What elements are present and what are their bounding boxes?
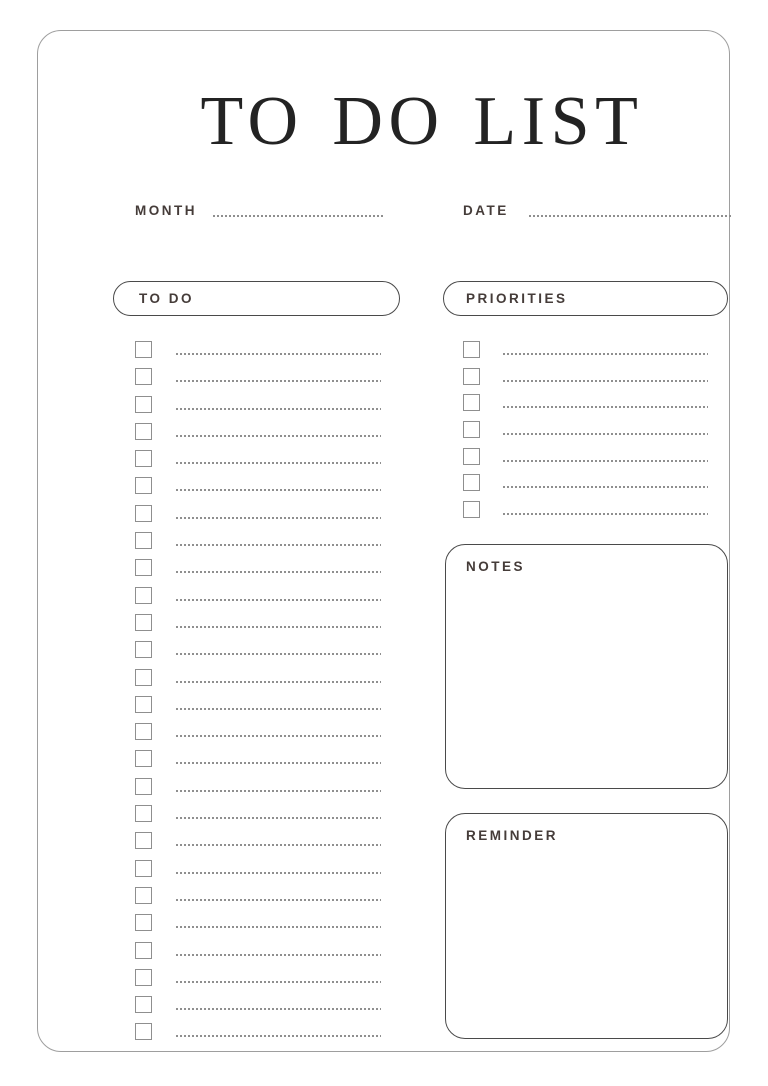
reminder-label: REMINDER <box>466 828 559 843</box>
todo-checkbox[interactable] <box>135 341 152 358</box>
todo-write-line[interactable] <box>176 1035 381 1037</box>
todo-write-line[interactable] <box>176 981 381 983</box>
todo-write-line[interactable] <box>176 571 381 573</box>
month-field <box>135 203 383 218</box>
todo-item-row <box>135 532 381 549</box>
todo-write-line[interactable] <box>176 653 381 655</box>
todo-write-line[interactable] <box>176 462 381 464</box>
priorities-list <box>463 341 708 518</box>
priority-write-line[interactable] <box>503 460 708 462</box>
todo-checkbox[interactable] <box>135 423 152 440</box>
todo-item-row <box>135 914 381 931</box>
todo-write-line[interactable] <box>176 926 381 928</box>
priorities-section-header <box>443 281 728 316</box>
todo-checkbox[interactable] <box>135 559 152 576</box>
todo-checkbox[interactable] <box>135 368 152 385</box>
todo-checkbox[interactable] <box>135 450 152 467</box>
todo-write-line[interactable] <box>176 599 381 601</box>
priority-item-row <box>463 394 708 411</box>
priority-write-line[interactable] <box>503 486 708 488</box>
todo-item-row <box>135 969 381 986</box>
priority-checkbox[interactable] <box>463 368 480 385</box>
todo-write-line[interactable] <box>176 681 381 683</box>
date-label: DATE <box>463 203 509 218</box>
notes-label: NOTES <box>466 559 526 574</box>
todo-write-line[interactable] <box>176 899 381 901</box>
todo-checkbox[interactable] <box>135 750 152 767</box>
todo-checkbox[interactable] <box>135 860 152 877</box>
todo-item-row <box>135 641 381 658</box>
priority-checkbox[interactable] <box>463 421 480 438</box>
priority-write-line[interactable] <box>503 380 708 382</box>
todo-write-line[interactable] <box>176 1008 381 1010</box>
todo-item-row <box>135 450 381 467</box>
reminder-box[interactable] <box>445 813 728 1039</box>
todo-item-row <box>135 832 381 849</box>
todo-checkbox[interactable] <box>135 669 152 686</box>
todo-item-row <box>135 723 381 740</box>
todo-item-row <box>135 778 381 795</box>
priority-checkbox[interactable] <box>463 474 480 491</box>
priority-checkbox[interactable] <box>463 394 480 411</box>
todo-item-row <box>135 396 381 413</box>
todo-checkbox[interactable] <box>135 887 152 904</box>
priority-write-line[interactable] <box>503 433 708 435</box>
todo-write-line[interactable] <box>176 353 381 355</box>
priority-write-line[interactable] <box>503 406 708 408</box>
page-title: TO DO LIST <box>200 83 644 160</box>
todo-checkbox[interactable] <box>135 505 152 522</box>
todo-checkbox[interactable] <box>135 942 152 959</box>
todo-item-row <box>135 423 381 440</box>
todo-checkbox[interactable] <box>135 1023 152 1040</box>
todo-item-row <box>135 1023 381 1040</box>
todo-write-line[interactable] <box>176 872 381 874</box>
todo-write-line[interactable] <box>176 790 381 792</box>
todo-checkbox[interactable] <box>135 778 152 795</box>
todo-write-line[interactable] <box>176 817 381 819</box>
todo-write-line[interactable] <box>176 408 381 410</box>
todo-item-row <box>135 750 381 767</box>
todo-checkbox[interactable] <box>135 996 152 1013</box>
todo-write-line[interactable] <box>176 708 381 710</box>
priorities-section-label: PRIORITIES <box>466 290 568 306</box>
priority-item-row <box>463 501 708 518</box>
todo-write-line[interactable] <box>176 544 381 546</box>
todo-item-row <box>135 505 381 522</box>
todo-checkbox[interactable] <box>135 641 152 658</box>
priority-checkbox[interactable] <box>463 501 480 518</box>
todo-item-row <box>135 805 381 822</box>
todo-checkbox[interactable] <box>135 696 152 713</box>
notes-box[interactable] <box>445 544 728 789</box>
month-label: MONTH <box>135 203 197 218</box>
todo-write-line[interactable] <box>176 626 381 628</box>
todo-section-label: TO DO <box>139 290 195 306</box>
todo-checkbox[interactable] <box>135 587 152 604</box>
todo-item-row <box>135 887 381 904</box>
todo-checkbox[interactable] <box>135 532 152 549</box>
todo-item-row <box>135 559 381 576</box>
todo-write-line[interactable] <box>176 762 381 764</box>
priority-item-row <box>463 421 708 438</box>
date-fill-line[interactable] <box>529 215 731 217</box>
todo-item-row <box>135 477 381 494</box>
todo-checkbox[interactable] <box>135 969 152 986</box>
todo-item-row <box>135 587 381 604</box>
planner-card <box>37 30 730 1052</box>
todo-checkbox[interactable] <box>135 805 152 822</box>
month-fill-line[interactable] <box>213 215 383 217</box>
todo-item-row <box>135 669 381 686</box>
todo-item-row <box>135 368 381 385</box>
todo-list <box>135 341 381 1040</box>
priority-write-line[interactable] <box>503 513 708 515</box>
priority-item-row <box>463 474 708 491</box>
priority-checkbox[interactable] <box>463 341 480 358</box>
todo-item-row <box>135 696 381 713</box>
todo-checkbox[interactable] <box>135 614 152 631</box>
todo-write-line[interactable] <box>176 435 381 437</box>
todo-write-line[interactable] <box>176 954 381 956</box>
todo-write-line[interactable] <box>176 380 381 382</box>
todo-item-row <box>135 942 381 959</box>
todo-item-row <box>135 614 381 631</box>
priority-checkbox[interactable] <box>463 448 480 465</box>
todo-section-header <box>113 281 400 316</box>
todo-write-line[interactable] <box>176 735 381 737</box>
todo-checkbox[interactable] <box>135 832 152 849</box>
priority-item-row <box>463 448 708 465</box>
todo-write-line[interactable] <box>176 489 381 491</box>
todo-checkbox[interactable] <box>135 477 152 494</box>
todo-checkbox[interactable] <box>135 914 152 931</box>
todo-item-row <box>135 860 381 877</box>
todo-checkbox[interactable] <box>135 723 152 740</box>
date-field <box>463 203 731 218</box>
todo-item-row <box>135 341 381 358</box>
todo-write-line[interactable] <box>176 517 381 519</box>
todo-item-row <box>135 996 381 1013</box>
priority-item-row <box>463 341 708 358</box>
todo-write-line[interactable] <box>176 844 381 846</box>
todo-checkbox[interactable] <box>135 396 152 413</box>
priority-item-row <box>463 368 708 385</box>
priority-write-line[interactable] <box>503 353 708 355</box>
